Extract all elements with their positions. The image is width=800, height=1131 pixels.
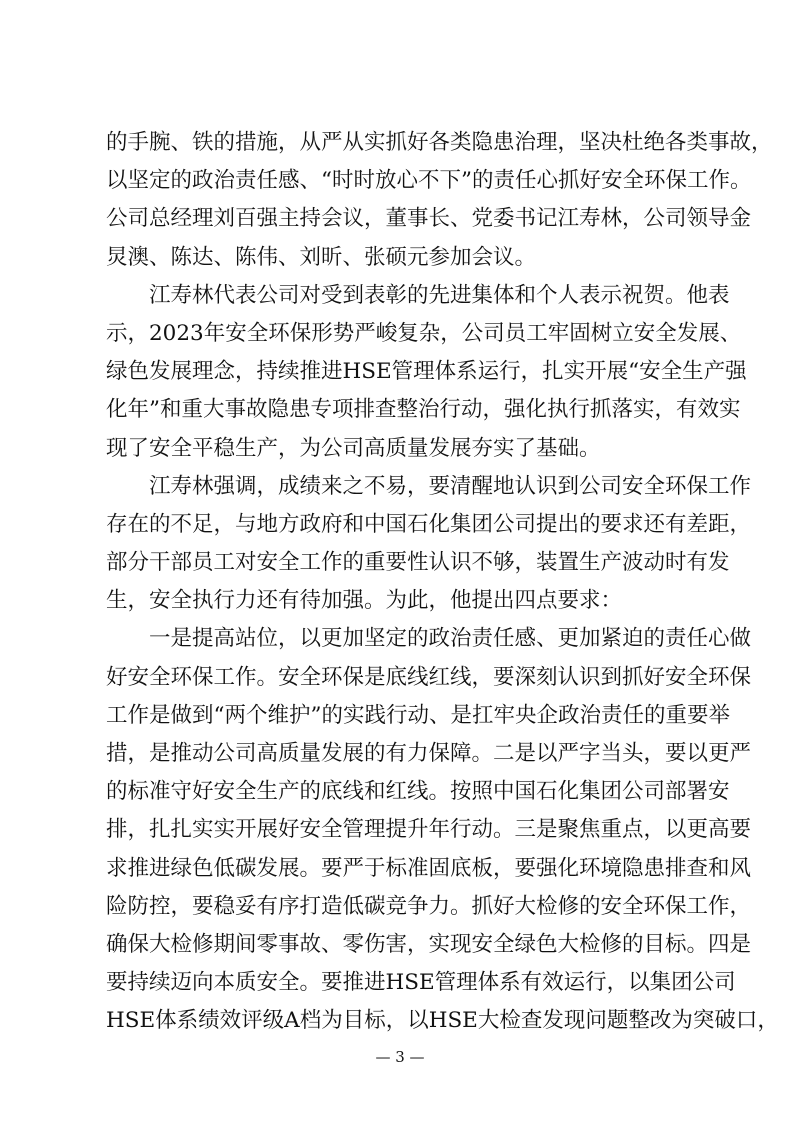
- text-line: 好安全环保工作。安全环保是底线红线，要深刻认识到抓好安全环保: [106, 664, 752, 690]
- text-line: 部分干部员工对安全工作的重要性认识不够，装置生产波动时有发: [106, 550, 730, 576]
- text-line: 以坚定的政治责任感、“时时放心不下”的责任心抓好安全环保工作。: [106, 168, 752, 194]
- text-line: 的手腕、铁的措施，从严从实抓好各类隐患治理，坚决杜绝各类事故，: [106, 130, 773, 155]
- text-line: 存在的不足，与地方政府和中国石化集团公司提出的要求还有差距，: [106, 511, 752, 537]
- text-line: 要持续迈向本质安全。要推进HSE管理体系有效运行，以集团公司: [106, 970, 736, 996]
- text-line: 求推进绿色低碳发展。要严于标准固底板，要强化环境隐患排查和风: [106, 855, 752, 881]
- text-line: HSE体系绩效评级A档为目标，以HSE大检查发现问题整改为突破口，: [106, 1008, 779, 1034]
- text-line: 现了安全平稳生产，为公司高质量发展夯实了基础。: [106, 435, 601, 461]
- text-line: 江寿林代表公司对受到表彰的先进集体和个人表示祝贺。他表: [149, 282, 730, 308]
- text-line: 工作是做到“两个维护”的实践行动、是扛牢央企政治责任的重要举: [106, 702, 730, 728]
- text-line: 示，2023年安全环保形势严峻复杂，公司员工牢固树立安全发展、: [106, 320, 742, 346]
- text-line: 绿色发展理念，持续推进HSE管理体系运行，扎实开展“安全生产强: [106, 359, 747, 385]
- text-line: 的标准守好安全生产的底线和红线。按照中国石化集团公司部署安: [106, 779, 730, 805]
- text-line: 一是提高站位，以更加坚定的政治责任感、更加紧迫的责任心做: [149, 626, 752, 652]
- text-line: 排，扎扎实实开展好安全管理提升年行动。三是聚焦重点，以更高要: [106, 817, 752, 843]
- text-line: 生，安全执行力还有待加强。为此，他提出四点要求：: [106, 588, 623, 614]
- text-line: 江寿林强调，成绩来之不易，要清醒地认识到公司安全环保工作: [149, 473, 752, 499]
- text-line: 公司总经理刘百强主持会议，董事长、党委书记江寿林，公司领导金: [106, 206, 752, 232]
- body-text: [106, 124, 779, 1041]
- page-number: — 3 —: [375, 1048, 425, 1066]
- text-line: 化年”和重大事故隐患专项排查整治行动，强化执行抓落实，有效实: [106, 397, 741, 423]
- text-line: 炅澳、陈达、陈伟、刘昕、张硕元参加会议。: [106, 244, 537, 270]
- text-line: 确保大检修期间零事故、零伤害，实现安全绿色大检修的目标。四是: [106, 931, 752, 957]
- text-line: 险防控，要稳妥有序打造低碳竞争力。抓好大检修的安全环保工作，: [106, 893, 752, 919]
- text-line: 措，是推动公司高质量发展的有力保障。二是以严字当头，要以更严: [106, 741, 752, 766]
